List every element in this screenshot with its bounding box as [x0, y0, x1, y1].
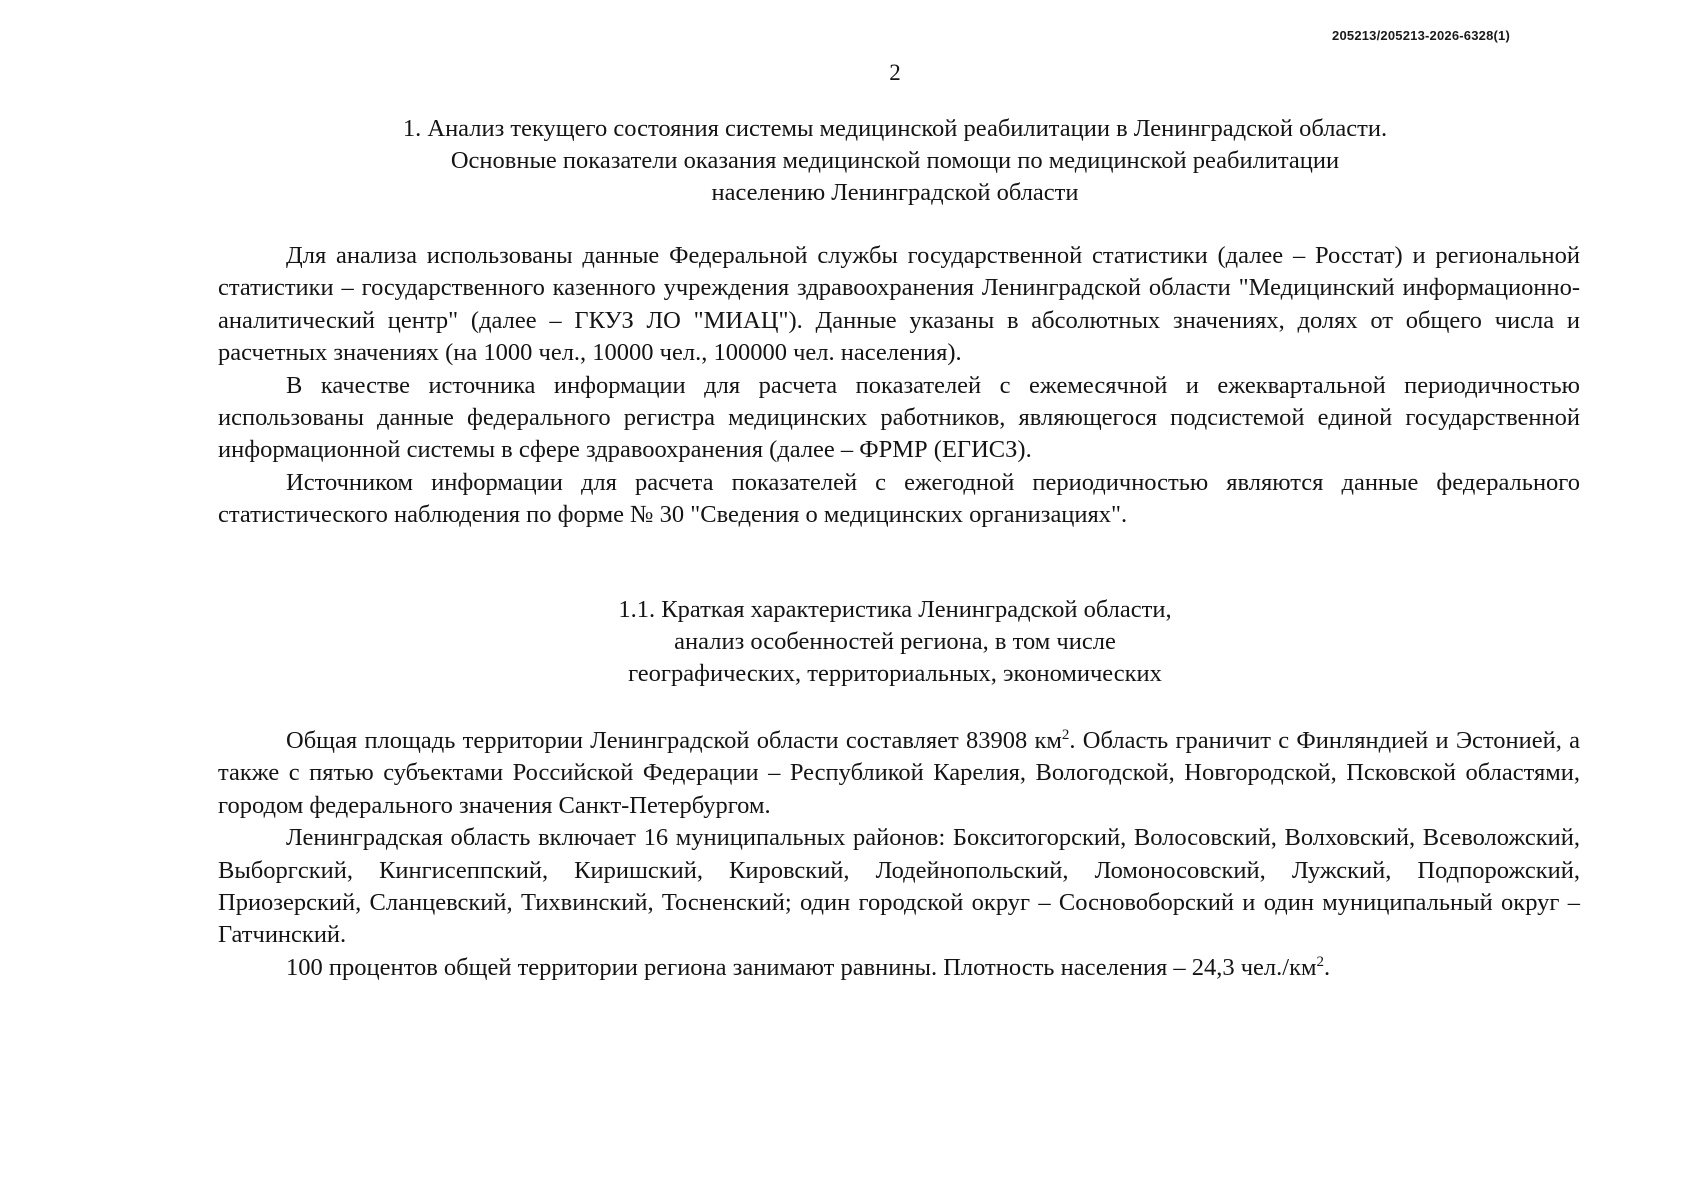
page-number: 2 — [889, 60, 901, 85]
paragraph-data-sources: Для анализа использованы данные Федеральной службы государственной статистики (далее – Росстат) и региональной статистики – государственного казенного учреждения здравоохранения Ленинградской области "Медицинский информационно-аналитический центр" (далее – ГКУЗ ЛО "МИАЦ"). Данные указаны в абсолютных значениях, долях от общего числа и расчетных значениях (на 1000 чел., 10000 чел., 100000 чел. населения). — [218, 242, 1580, 367]
paragraph-territory-area — [218, 725, 1580, 822]
section-1-heading-line: населению Ленинградской области — [711, 179, 1079, 206]
document-id: 205213/205213-2026-6328(1) — [1332, 28, 1510, 43]
paragraph-population-density — [218, 952, 1580, 984]
density-text-part1: 100 процентов общей территории региона занимают равнины. Плотность населения – 24,3 чел./км — [286, 953, 1317, 981]
section-1-body — [218, 240, 1580, 532]
section-1-1-body — [218, 725, 1580, 984]
section-1-1-heading — [0, 594, 1695, 690]
superscript: 2 — [1061, 727, 1070, 743]
section-1-1-heading-line: 1.1. Краткая характеристика Ленинградской области, — [618, 596, 1172, 623]
density-text-part2: . — [1324, 953, 1331, 981]
paragraph-municipal-districts: Ленинградская область включает 16 муниципальных районов: Бокситогорский, Волосовский, Волховский, Всеволожский, Выборгский, Кингисеппский, Киришский, Кировский, Лодейнопольский, Ломоносовский, Лужский, Подпорожский, Приозерский, Сланцевский, Тихвинский, Тосненский; один городской округ – Сосновоборский и один муниципальный округ – Гатчинский. — [218, 824, 1580, 949]
section-1-heading-line: 1. Анализ текущего состояния системы медицинской реабилитации в Ленинградской области. — [402, 115, 1388, 142]
territory-text-part1: Общая площадь территории Ленинградской области составляет 83908 км — [286, 727, 1062, 754]
territory-text-part2: . Область граничит с Финляндией и Эстонией, а также с пятью субъектами Российской Федерации – Республикой Карелия, Вологодской, Новгородской, Псковской областями, городом федерального значения Санкт-Петербургом. — [218, 727, 1580, 819]
section-1-heading — [0, 113, 1695, 209]
superscript: 2 — [1316, 953, 1324, 970]
section-1-1-heading-line: географических, территориальных, экономических — [628, 660, 1162, 687]
section-1-heading-line: Основные показатели оказания медицинской помощи по медицинской реабилитации — [450, 147, 1340, 174]
paragraph-frmr-source: В качестве источника информации для расчета показателей с ежемесячной и ежеквартальной периодичностью использованы данные федерального регистра медицинских работников, являющегося подсистемой единой государственной информационной системы в сфере здравоохранения (далее – ФРМР (ЕГИСЗ). — [218, 371, 1580, 464]
section-1-1-heading-line: анализ особенностей региона, в том числе — [674, 628, 1116, 655]
paragraph-form-30-source: Источником информации для расчета показателей с ежегодной периодичностью являются данные федерального статистического наблюдения по форме № 30 "Сведения о медицинских организациях". — [218, 468, 1580, 529]
